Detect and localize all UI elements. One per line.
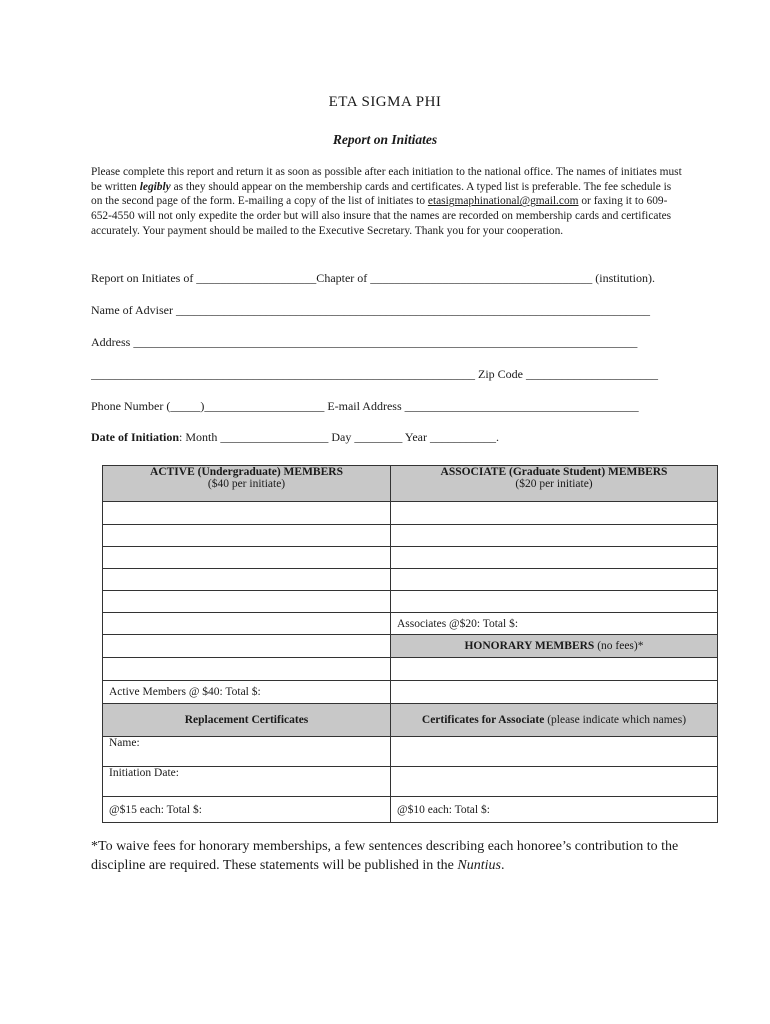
associate-certificates-note: (please indicate which names) bbox=[544, 714, 687, 726]
footnote-end: . bbox=[500, 857, 505, 873]
active-name-cell[interactable] bbox=[103, 525, 391, 547]
active-name-cell[interactable] bbox=[103, 635, 391, 658]
replacement-total-cell[interactable]: @$15 each: Total $: bbox=[103, 797, 391, 823]
active-members-header bbox=[103, 466, 391, 502]
associate-certificates-cell[interactable] bbox=[391, 767, 718, 797]
honorary-name-cell[interactable] bbox=[391, 681, 718, 704]
active-members-title: ACTIVE (Undergraduate) MEMBERS bbox=[150, 466, 343, 478]
associate-name-cell[interactable] bbox=[391, 525, 718, 547]
initiation-date-label: Date of Initiation bbox=[91, 430, 179, 444]
adviser-field[interactable]: Name of Adviser _______________________________________________________________________________ bbox=[91, 303, 650, 317]
active-name-cell[interactable] bbox=[103, 569, 391, 591]
honorary-members-header bbox=[391, 635, 718, 658]
associate-name-cell[interactable] bbox=[391, 569, 718, 591]
replacement-date-cell[interactable]: Initiation Date: bbox=[103, 767, 391, 797]
active-name-cell[interactable] bbox=[103, 591, 391, 613]
instructions-text-3: or faxing it to 609-652-4550 will not only expedite the order but will also insure that the names are recorded on membership cards and certificates accurately. Your payment should be mailed to the Executive Secretary. Thank you for your cooperation. bbox=[91, 195, 672, 237]
nuntius-title: Nuntius bbox=[457, 857, 501, 873]
instructions-text-2: as they should appear on the membership cards and certificates. A typed list is preferable. The fee schedule is on the second page of the form. E-mailing a copy of the list of initiates to bbox=[91, 180, 672, 208]
replacement-certificates-header: Replacement Certificates bbox=[103, 704, 391, 737]
associate-certificates-title: Certificates for Associate bbox=[421, 714, 545, 726]
active-name-cell[interactable] bbox=[103, 547, 391, 569]
instructions-emphasis: legibly bbox=[139, 180, 171, 193]
phone-email-field[interactable]: Phone Number (_____)____________________ E-mail Address _______________________________________ bbox=[91, 399, 639, 413]
associate-name-cell[interactable] bbox=[391, 502, 718, 525]
zip-code-field[interactable]: ________________________________________________________________ Zip Code ______________________ bbox=[91, 367, 658, 381]
associate-members-title: ASSOCIATE (Graduate Student) MEMBERS bbox=[440, 466, 668, 478]
honorary-footnote bbox=[91, 838, 721, 875]
associate-certificates-total-cell[interactable]: @$10 each: Total $: bbox=[391, 797, 718, 823]
email-link[interactable]: etasigmaphinational@gmail.com bbox=[427, 195, 579, 208]
honorary-name-cell[interactable] bbox=[391, 658, 718, 681]
associate-certificates-cell[interactable] bbox=[391, 737, 718, 767]
active-name-cell[interactable] bbox=[103, 658, 391, 681]
form-subtitle: Report on Initiates bbox=[332, 132, 438, 147]
honorary-members-title: HONORARY MEMBERS bbox=[464, 640, 595, 652]
initiation-date-field[interactable] bbox=[91, 430, 683, 445]
footnote-text: *To waive fees for honorary memberships, a few sentences describing each honoree’s contribution to the discipline are required. These statements will be published in the bbox=[91, 839, 679, 873]
instructions-paragraph bbox=[91, 165, 683, 239]
associate-members-header bbox=[391, 466, 718, 502]
initiation-date-blanks: : Month __________________ Day ________ Year ___________. bbox=[179, 430, 499, 444]
honorary-members-note: (no fees)* bbox=[594, 640, 644, 652]
active-total-cell[interactable]: Active Members @ $40: Total $: bbox=[103, 681, 391, 704]
address-field[interactable]: Address ____________________________________________________________________________________ bbox=[91, 335, 638, 349]
page-title: ETA SIGMA PHI bbox=[328, 94, 442, 110]
associate-members-fee: ($20 per initiate) bbox=[515, 478, 593, 490]
members-table bbox=[102, 465, 718, 823]
active-name-cell[interactable] bbox=[103, 502, 391, 525]
associate-certificates-header bbox=[391, 704, 718, 737]
associate-name-cell[interactable] bbox=[391, 547, 718, 569]
active-name-cell[interactable] bbox=[103, 613, 391, 635]
associate-total-cell[interactable]: Associates @$20: Total $: bbox=[391, 613, 718, 635]
instructions-text-1: Please complete this report and return it as soon as possible after each initiation to the national office. The names of initiates must be written bbox=[91, 166, 682, 193]
associate-name-cell[interactable] bbox=[391, 591, 718, 613]
replacement-name-cell[interactable]: Name: bbox=[103, 737, 391, 767]
active-members-fee: ($40 per initiate) bbox=[207, 478, 286, 490]
report-chapter-field[interactable]: Report on Initiates of ____________________Chapter of _____________________________________ (institution). bbox=[91, 271, 655, 285]
